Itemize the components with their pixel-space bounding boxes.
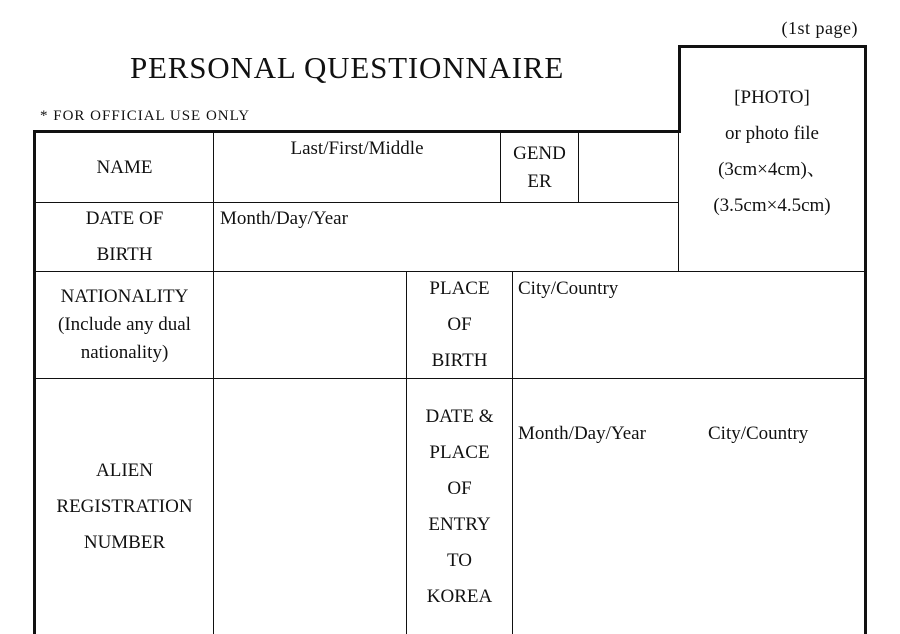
dob-label-line-1: DATE OF — [85, 208, 164, 229]
form-title: PERSONAL QUESTIONNAIRE — [130, 50, 565, 85]
gender-label-line-2: ER — [527, 170, 552, 192]
official-use-note: * FOR OFFICIAL USE ONLY — [40, 108, 251, 124]
arn-label-line-3: NUMBER — [83, 531, 166, 553]
place-of-birth-input[interactable] — [518, 278, 858, 374]
entry-label-line-2: PLACE — [429, 442, 490, 463]
pob-label-line-3: BIRTH — [431, 350, 488, 371]
alien-registration-label-cell — [36, 379, 213, 634]
pob-label-line-1: PLACE — [429, 278, 490, 299]
gender-label-cell — [501, 133, 578, 202]
photo-placeholder[interactable] — [680, 80, 864, 224]
entry-label-line-5: TO — [447, 550, 472, 571]
name-hint: Last/First/Middle — [290, 138, 424, 159]
entry-date-hint: Month/Day/Year — [518, 423, 646, 444]
name-label: NAME — [96, 156, 153, 178]
dob-label-cell — [36, 203, 213, 271]
entry-label-line-3: OF — [447, 478, 472, 499]
gender-input[interactable] — [579, 133, 678, 202]
photo-line-4: (3.5cm×4.5cm) — [713, 195, 831, 216]
entry-input[interactable] — [513, 379, 864, 634]
arn-label-line-2: REGISTRATION — [56, 495, 193, 517]
page-number-note: (1st page) — [781, 18, 858, 38]
photo-top-border — [678, 45, 867, 48]
dob-label-line-2: BIRTH — [96, 244, 153, 265]
nationality-label-cell — [36, 272, 213, 378]
photo-line-1: [PHOTO] — [734, 87, 810, 108]
arn-label-line-1: ALIEN — [96, 459, 153, 481]
photo-line-2: or photo file — [725, 123, 819, 144]
entry-label-cell — [407, 399, 512, 615]
pob-hint: City/Country — [518, 278, 619, 299]
nationality-label-line-2: (Include any dual — [58, 314, 191, 335]
entry-label-line-1: DATE & — [425, 406, 494, 427]
entry-place-hint: City/Country — [708, 423, 809, 444]
pob-label-line-2: OF — [447, 314, 472, 335]
dob-input[interactable] — [220, 208, 675, 268]
alien-registration-input[interactable] — [214, 379, 406, 634]
nationality-label-line-3: nationality) — [80, 342, 169, 363]
entry-label-line-4: ENTRY — [428, 514, 491, 535]
name-input[interactable] — [214, 138, 500, 200]
place-of-birth-label-cell — [407, 272, 512, 378]
nationality-input[interactable] — [214, 272, 406, 378]
nationality-label-line-1: NATIONALITY — [60, 286, 189, 307]
photo-left-divider — [678, 132, 679, 271]
photo-line-3: (3cm×4cm)、 — [718, 159, 826, 180]
right-border — [864, 45, 867, 634]
gender-label-line-1: GEND — [513, 142, 566, 164]
dob-hint: Month/Day/Year — [220, 208, 348, 229]
name-label-cell — [36, 133, 213, 202]
entry-label-line-6: KOREA — [426, 586, 493, 607]
